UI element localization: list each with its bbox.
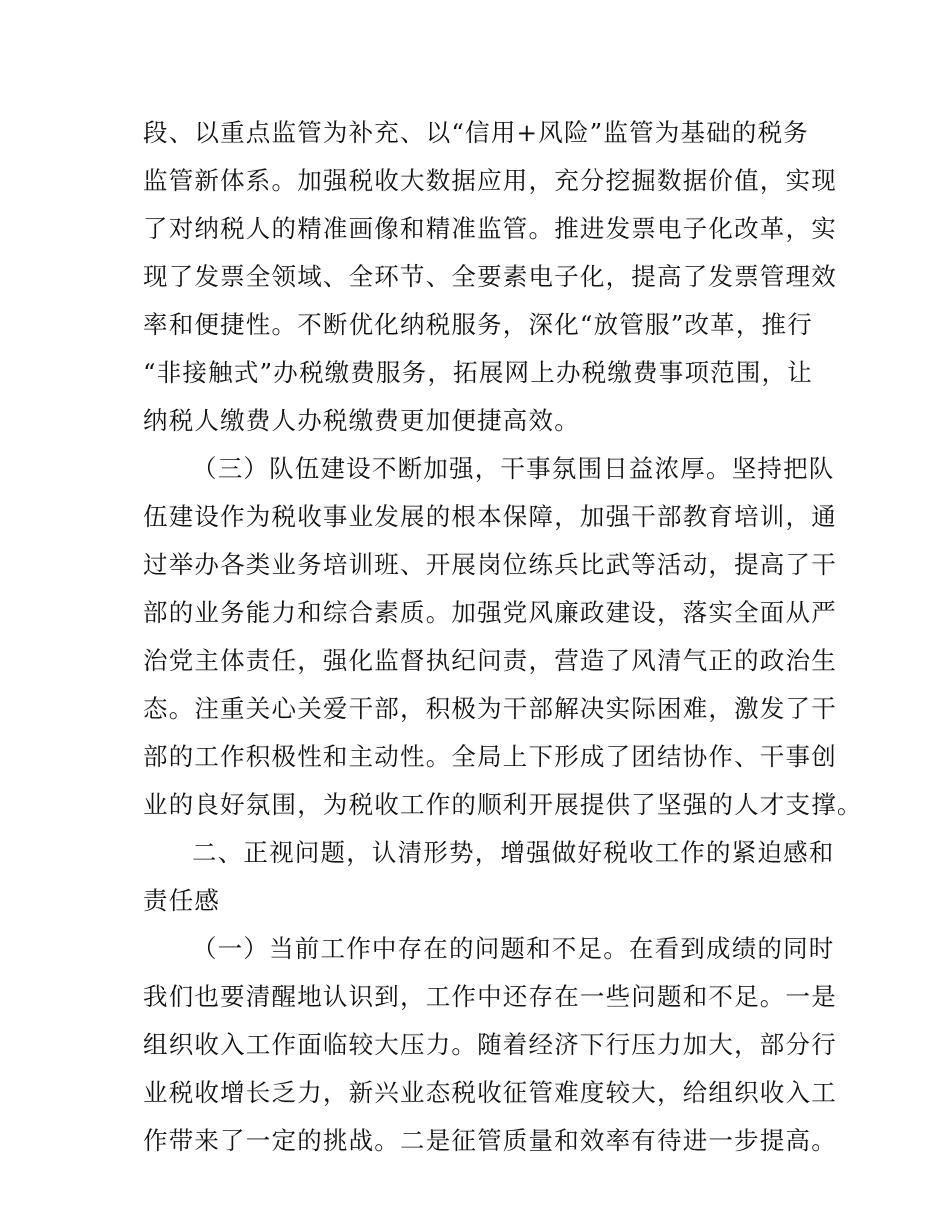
paragraph-line: 治党主体责任，强化监督执纪问责，营造了风清气正的政治生 <box>143 646 837 675</box>
paragraph-line: 段、以重点监管为补充、以“信用+风险”监管为基础的税务 <box>143 118 809 147</box>
paragraph-line: 了对纳税人的精准画像和精准监管。推进发票电子化改革，实 <box>143 214 837 243</box>
paragraph-line: 率和便捷性。不断优化纳税服务，深化“放管服”改革，推行 <box>143 310 813 339</box>
document-body <box>143 109 863 1165</box>
paragraph-line: 部的业务能力和综合素质。加强党风廉政建设，落实全面从严 <box>143 598 837 627</box>
paragraph-line: 态。注重关心关爱干部，积极为干部解决实际困难，激发了干 <box>143 694 837 723</box>
paragraph-line: 伍建设作为税收事业发展的根本保障，加强干部教育培训，通 <box>143 502 837 531</box>
section-heading-line: （三）队伍建设不断加强，干事氛围日益浓厚。坚持把队 <box>192 454 835 483</box>
paragraph-line: “非接触式”办税缴费服务，拓展网上办税缴费事项范围，让 <box>143 358 813 387</box>
paragraph-line: 部的工作积极性和主动性。全局上下形成了团结协作、干事创 <box>143 742 837 771</box>
paragraph-line: 业的良好氛围，为税收工作的顺利开展提供了坚强的人才支撑。 <box>143 790 863 819</box>
paragraph-line: 现了发票全领域、全环节、全要素电子化，提高了发票管理效 <box>143 262 837 291</box>
paragraph-line: 作带来了一定的挑战。二是征管质量和效率有待进一步提高。 <box>143 1126 837 1155</box>
chapter-heading-line: 二、正视问题，认清形势，增强做好税收工作的紧迫感和 <box>192 838 835 867</box>
paragraph-line: 监管新体系。加强税收大数据应用，充分挖掘数据价值，实现 <box>143 166 837 195</box>
paragraph-line: 过举办各类业务培训班、开展岗位练兵比武等活动，提高了干 <box>143 550 837 579</box>
section-heading-line: （一）当前工作中存在的问题和不足。在看到成绩的同时 <box>192 934 835 963</box>
paragraph-line: 组织收入工作面临较大压力。随着经济下行压力加大，部分行 <box>143 1030 837 1059</box>
chapter-heading-line: 责任感 <box>143 886 221 915</box>
paragraph-line: 纳税人缴费人办税缴费更加便捷高效。 <box>143 406 580 435</box>
paragraph-line: 我们也要清醒地认识到，工作中还存在一些问题和不足。一是 <box>143 982 837 1011</box>
paragraph-line: 业税收增长乏力，新兴业态税收征管难度较大，给组织收入工 <box>143 1078 837 1107</box>
